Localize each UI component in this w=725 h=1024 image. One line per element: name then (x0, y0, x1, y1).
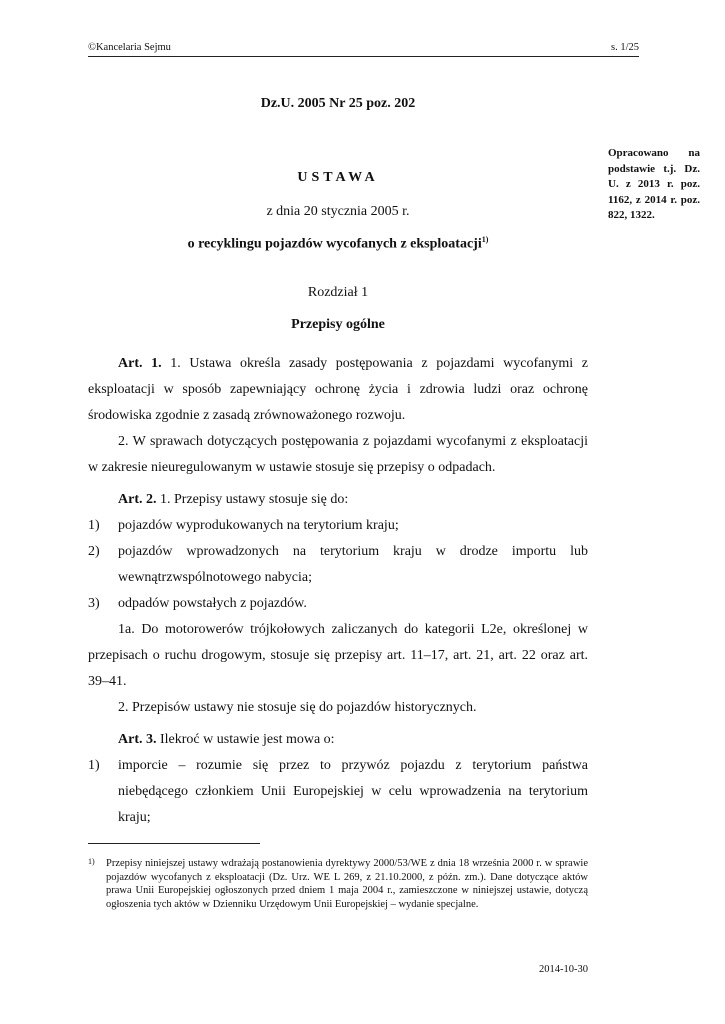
list-item: 1) pojazdów wyprodukowanych na terytorium kraju; (88, 518, 399, 533)
document-body (88, 345, 588, 831)
art2-p1a: 1a. Do motorowerów trójkołowych zaliczanych do kategorii L2e, określonej w przepisach o ruchu drogowym, stosuje się przepisy art. 11–17, art. 21, art. 22 oraz art. 39–41. (88, 622, 588, 689)
act-subject-text: o recyklingu pojazdów wycofanych z eksploatacji (187, 236, 482, 252)
art1-p2: 2. W sprawach dotyczących postępowania z pojazdami wycofanymi z eksploatacji w zakresie nieuregulowanym w ustawie stosuje się przepisy o odpadach. (88, 434, 588, 475)
list-item: 3) odpadów powstałych z pojazdów. (88, 596, 307, 611)
footnote-number: 1) (88, 857, 95, 866)
footer-date: 2014-10-30 (539, 964, 588, 975)
act-type: USTAWA (297, 170, 379, 185)
journal-reference: Dz.U. 2005 Nr 25 poz. 202 (260, 96, 416, 111)
footnote (88, 857, 588, 911)
art3-head: Art. 3. (118, 732, 157, 747)
header-rule (88, 56, 639, 57)
header-page-number: s. 1/25 (610, 42, 639, 53)
art2-head: Art. 2. (118, 492, 157, 507)
footnote-text: Przepisy niniejszej ustawy wdrażają postanowienia dyrektywy 2000/53/WE z dnia 18 września 2000 r. w sprawie pojazdów wycofanych z eksploatacji (Dz. Urz. WE L 269, z 21.10.2000, z późn. zm.). Dane dotyczące aktów prawa Unii Europejskiej ogłoszonych przed dniem 1 maja 2004 r., zamieszczone w niniejszej ustawie, dotyczą ogłoszenia tych aktów w Dzienniku Urzędowym Unii Europejskiej – wydanie specjalne. (106, 858, 588, 910)
side-note: Opracowano na podstawie t.j. Dz. U. z 2013 r. poz. 1162, z 2014 r. poz. 822, 1322. (608, 147, 700, 221)
list-item: 2) pojazdów wprowadzonych na terytorium kraju w drodze importu lub wewnątrzwspólnotowego nabycia; (88, 544, 588, 585)
chapter-title: Przepisy ogólne (291, 317, 385, 332)
chapter-label: Rozdział 1 (307, 285, 369, 300)
act-date: z dnia 20 stycznia 2005 r. (266, 204, 410, 219)
footnote-rule (88, 843, 260, 844)
act-subject (88, 235, 588, 253)
header-publisher: ©Kancelaria Sejmu (88, 42, 171, 53)
footnote-ref[interactable]: 1) (481, 235, 489, 244)
art3-p1: Art. 3. Ilekroć w ustawie jest mowa o: (118, 732, 335, 747)
art2-p1: Art. 2. 1. Przepisy ustawy stosuje się do: (118, 492, 349, 507)
art1-p1: Art. 1. 1. Ustawa określa zasady postępowania z pojazdami wycofanymi z eksploatacji w sposób zapewniający ochronę życia i zdrowia ludzi oraz ochronę środowiska zgodnie z zasadą zrównoważonego rozwoju. (88, 356, 588, 423)
list-item: 1) imporcie – rozumie się przez to przywóz pojazdu z terytorium państwa niebędącego członkiem Unii Europejskiej w celu wprowadzenia na terytorium kraju; (88, 758, 588, 825)
art2-p2: 2. Przepisów ustawy nie stosuje się do pojazdów historycznych. (118, 700, 477, 715)
art1-head: Art. 1. (118, 356, 162, 371)
